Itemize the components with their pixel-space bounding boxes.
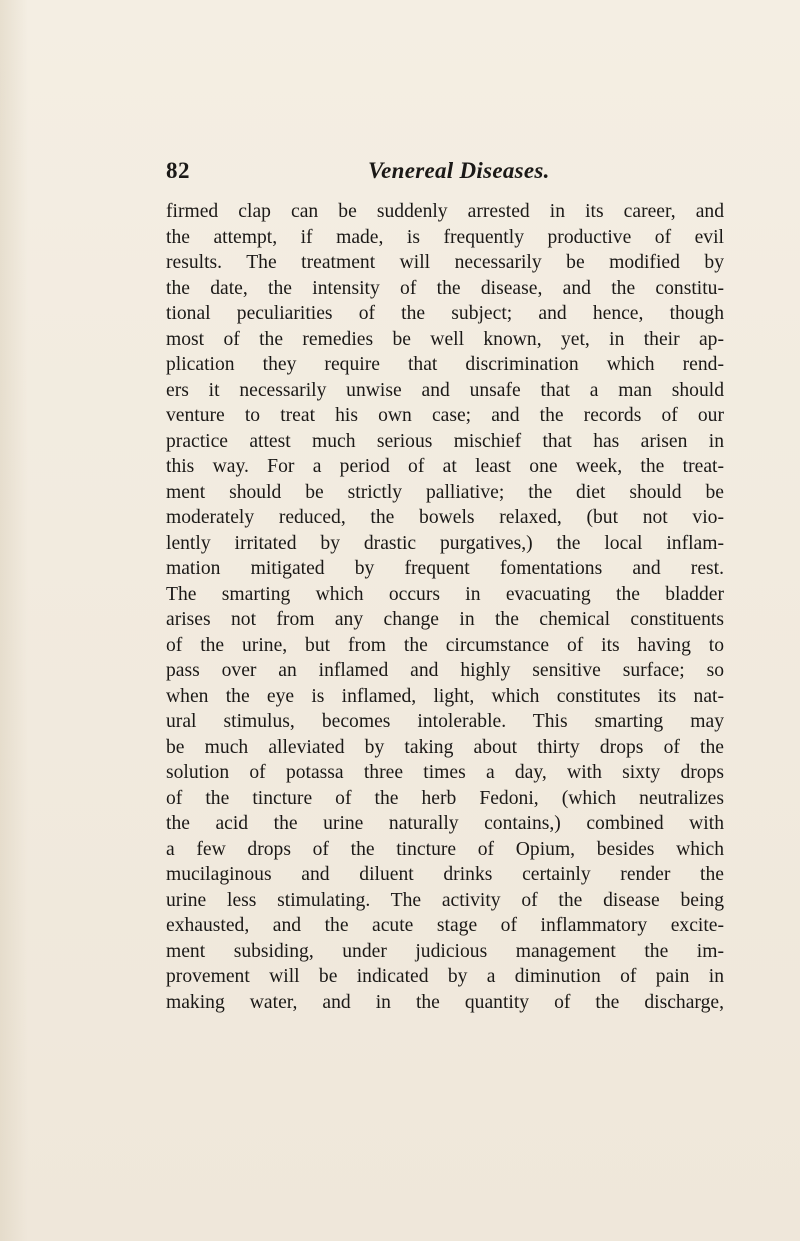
running-title: Venereal Diseases. [368, 158, 550, 183]
text-line: most of the remedies be well known, yet, in their ap- [166, 328, 724, 350]
text-line: lently irritated by drastic purgatives,) the local inflam- [166, 532, 724, 554]
text-line: ment subsiding, under judicious management the im- [166, 940, 724, 962]
text-line: exhausted, and the acute stage of inflammatory excite- [166, 915, 724, 936]
text-line: venture to treat his own case; and the records of our [166, 405, 724, 426]
text-line: solution of potassa three times a day, with sixty drops [166, 762, 724, 783]
text-line: provement will be indicated by a diminution of pain in [166, 966, 724, 987]
text-line: a few drops of the tincture of Opium, besides which [166, 838, 724, 860]
text-line: arises not from any change in the chemical constituents [166, 609, 724, 630]
text-line: pass over an inflamed and highly sensitive surface; so [166, 660, 724, 681]
text-line: of the urine, but from the circumstance of its having to [166, 634, 724, 656]
text-line: of the tincture of the herb Fedoni, (which neutralizes [166, 787, 724, 809]
text-line: plication they require that discrimination which rend- [166, 354, 724, 375]
text-line: mation mitigated by frequent fomentations and rest. [166, 558, 724, 579]
text-line: tional peculiarities of the subject; and hence, though [166, 303, 724, 324]
text-line: the date, the intensity of the disease, and the constitu- [166, 277, 724, 299]
page-number: 82 [166, 158, 190, 183]
page-header [166, 158, 726, 188]
text-line: ers it necessarily unwise and unsafe that a man should [166, 379, 724, 401]
text-line: moderately reduced, the bowels relaxed, (but not vio- [166, 507, 724, 528]
text-line: results. The treatment will necessarily be modified by [166, 252, 724, 273]
body-text [166, 199, 724, 1015]
text-line: ment should be strictly palliative; the diet should be [166, 481, 724, 503]
text-line: the acid the urine naturally contains,) combined with [166, 813, 724, 834]
text-line: urine less stimulating. The activity of the disease being [166, 889, 724, 911]
text-line: The smarting which occurs in evacuating the bladder [166, 583, 724, 605]
text-line: firmed clap can be suddenly arrested in its career, and [166, 201, 724, 222]
text-line: the attempt, if made, is frequently productive of evil [166, 226, 724, 248]
text-line: ural stimulus, becomes intolerable. This smarting may [166, 711, 724, 732]
text-line: mucilaginous and diluent drinks certainly render the [166, 864, 724, 885]
text-line: this way. For a period of at least one week, the treat- [166, 456, 724, 477]
text-line: be much alleviated by taking about thirty drops of the [166, 736, 724, 758]
text-line: making water, and in the quantity of the discharge, [166, 991, 724, 1013]
text-line: when the eye is inflamed, light, which constitutes its nat- [166, 685, 724, 707]
text-line: practice attest much serious mischief that has arisen in [166, 430, 724, 452]
